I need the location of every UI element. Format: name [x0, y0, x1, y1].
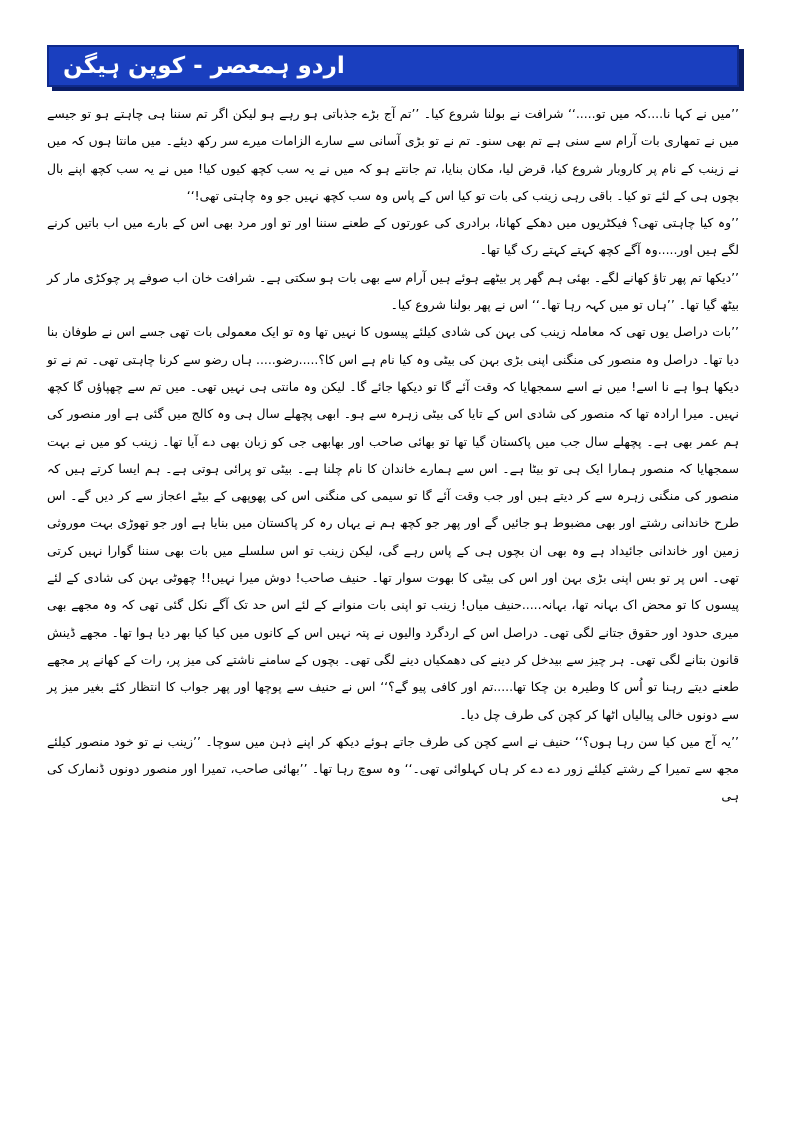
paragraph: ’’وہ کیا چاہتی تھی؟ فیکٹریوں میں دھکے کھانا، برادری کی عورتوں کے طعنے سننا اور تو اور مرد بھی اس کے بارے میں اب باتیں کرنے لگے ہیں اور.....وہ آگے کچھ کہتے کہتے رک گیا تھا۔ [47, 215, 739, 258]
article-body [47, 100, 739, 810]
paragraph: ’’دیکھا تم پھر تاؤ کھانے لگے۔ بھئی ہم گھر پر بیٹھے ہوئے ہیں آرام سے بھی بات ہو سکتی ہے۔ شرافت خان اب صوفے پر چوکڑی مار کر بیٹھ گیا تھا۔ ’’ہاں تو میں کہہ رہا تھا۔‘‘ اس نے پھر بولنا شروع کیا۔ [47, 269, 739, 313]
paragraph: ’’یہ آج میں کیا سن رہا ہوں؟‘‘ حنیف نے اسے کچن کی طرف جاتے ہوئے دیکھ کر اپنے ذہن میں سوچا۔ ’’زینب نے تو خود منصور کیلئے مجھ سے تمیرا کے رشتے کیلئے زور دے دے کر ہاں کہلوائی تھی۔‘‘ وہ سوچ رہا تھا۔ ’’بھائی صاحب، تمیرا اور منصور دونوں ڈنمارک کی ہی [47, 733, 739, 804]
paragraph: ’’بات دراصل یوں تھی کہ معاملہ زینب کی بہن کی شادی کیلئے پیسوں کا نہیں تھا وہ تو ایک معمولی بات تھی جسے اس نے طوفان بنا دیا تھا۔ دراصل وہ منصور کی منگنی اپنی بڑی بہن کی بیٹی وہ کیا نام ہے اس کا؟.....رضو..... ہاں رضو سے کرنا چاہتی تھی۔ تم نے تو دیکھا ہوا ہے نا اسے! میں نے اسے سمجھایا کہ وقت آئے گا تو دیکھا جائے گا۔ لیکن وہ مانتی ہی نہیں تھی۔ میں تم سے چھپاؤں گا کچھ نہیں۔ میرا ارادہ تھا کہ منصور کی شادی اس کے تایا کی بیٹی زہرہ سے ہو۔ ابھی پچھلے سال ہی وہ کالج میں گئی ہے اور منصور کی ہم عمر بھی ہے۔ پچھلے سال جب میں پاکستان گیا تھا تو بھائی صاحب اور بھابھی جی کو زبان بھی دے آیا تھا۔ زینب کو میں نے بہت سمجھایا کہ منصور ہمارا ایک ہی تو بیٹا ہے۔ اس سے ہمارے خاندان کا نام چلنا ہے۔ بیٹی تو پرائی ہوتی ہے۔ ہم ایسا کرتے ہیں کہ منصور کی منگنی زہرہ سے کر دیتے ہیں اور جب وقت آئے گا تو سیمی کی منگنی اس کی پھوپھی کے بیٹے اعجاز سے کر دیں گے۔ اس طرح خاندانی رشتے اور بھی مضبوط ہو جائیں گے اور پھر جو کچھ ہم نے یہاں رہ کر پاکستان میں بنایا ہے اور جو تھوڑی بہت موروثی زمین اور خاندانی جائیداد ہے وہ بھی ان بچوں ہی کے پاس رہے گی، لیکن زینب تو اس سلسلے میں بات بھی سننا گوارا نہیں کرتی تھی۔ اس پر تو بس اپنی بڑی بہن اور اس کی بیٹی کا بھوت سوار تھا۔ حنیف صاحب! دوش میرا نہیں!! چھوٹی بہن کی شادی کے لئے پیسوں کا تو محض اک بہانہ تھا، بہانہ.....حنیف میاں! زینب تو اپنی بات منوانے کے لئے اس حد تک آگے نکل گئی تھی کہ وہ مجھے بھی میری حدود اور حقوق جتانے لگی تھی۔ دراصل اس کے اردگرد والیوں نے پتہ نہیں اس کے کانوں میں کیا کیا بھر دیا ہوا تھا۔ مجھے ڈینش قانون بتانے لگی تھی۔ ہر چیز سے بیدخل کر دینے کی دھمکیاں دینے لگی تھی۔ بچوں کے سامنے ناشتے کی میز پر، رات کے کھانے پر مجھے طعنے دیتے رہنا تو اُس کا وطیرہ بن چکا تھا.....تم اور کافی پیو گے؟‘‘ اس نے حنیف سے پوچھا اور پھر جواب کا انتظار کئے بغیر میز پر سے دونوں خالی پیالیاں اٹھا کر کچن کی طرف چل دیا۔ [47, 324, 739, 722]
paragraph: ’’میں نے کہا نا....کہ میں تو.....‘‘ شرافت نے بولنا شروع کیا۔ ’’تم آج بڑے جذباتی ہو رہے ہو لیکن اگر تم سننا ہی چاہتے ہو تو جیسے میں نے تمھاری بات آرام سے سنی ہے تم بھی سنو۔ تم نے تو بڑی آسانی سے سارے الزامات میرے سر رکھ دیئے۔ میں مانتا ہوں کہ میں نے زینب کے نام پر کاروبار شروع کیا، قرض لیا، مکان بنایا، تم جانتے ہو کہ میں نے یہ سب کچھ کیوں کیا! میں نے یہ سب کچھ اپنے بال بچوں ہی کے لئے تو کیا۔ باقی رہی زینب کی بات تو کیا اس کے پاس وہ سب کچھ نہیں جو وہ چاہتی تھی!‘‘ [47, 106, 739, 203]
magazine-title: اردو ہمعصر - کوپن ہیگن [63, 53, 345, 79]
header-banner [47, 45, 739, 87]
